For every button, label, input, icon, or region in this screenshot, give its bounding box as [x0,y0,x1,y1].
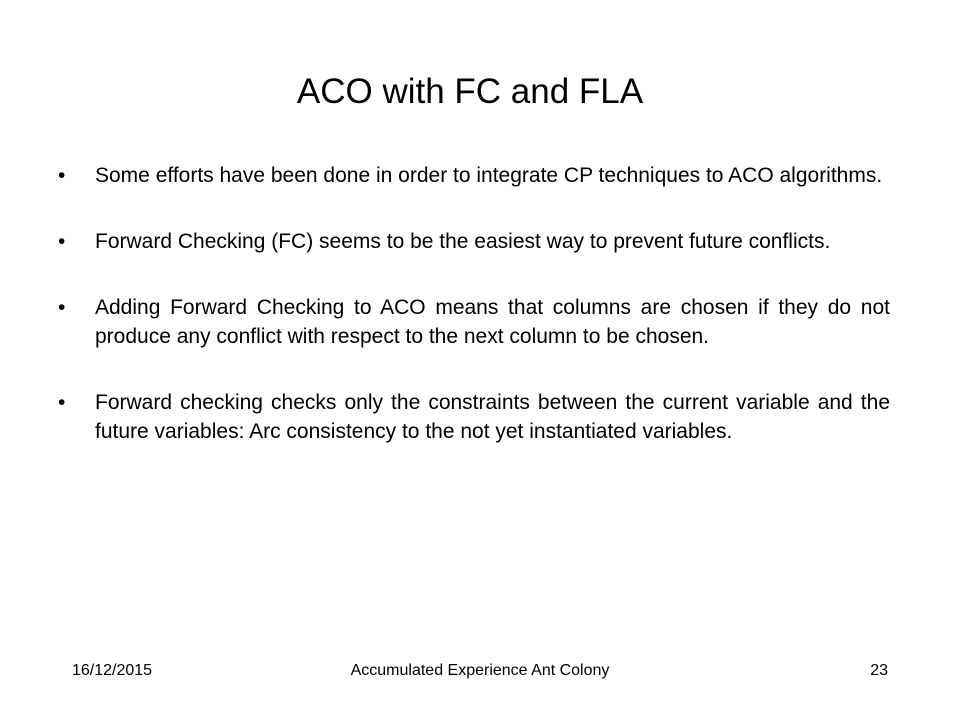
bullet-item [58,293,890,351]
bullet-item [58,388,890,446]
page-number: 23 [870,662,888,679]
bullet-dot-icon: • [58,164,66,187]
bullet-item [58,161,890,190]
bullet-list [58,161,890,483]
bullet-dot-icon: • [58,296,66,319]
footer-date: 16/12/2015 [72,662,153,679]
bullet-item [58,227,890,256]
bullet-dot-icon: • [58,230,66,253]
bullet-text: Adding Forward Checking to ACO means that columns are chosen if they do not produce any conflict with respect to the next column to be chosen. [95,296,890,348]
bullet-text: Forward checking checks only the constraints between the current variable and the future variables: Arc consistency to the not yet instantiated variables. [95,391,890,443]
bullet-text: Forward Checking (FC) seems to be the easiest way to prevent future conflicts. [95,230,831,253]
bullet-text: Some efforts have been done in order to integrate CP techniques to ACO algorithms. [95,164,883,187]
slide-title: ACO with FC and FLA [296,72,644,111]
bullet-dot-icon: • [58,391,66,414]
footer-title: Accumulated Experience Ant Colony [350,662,610,679]
